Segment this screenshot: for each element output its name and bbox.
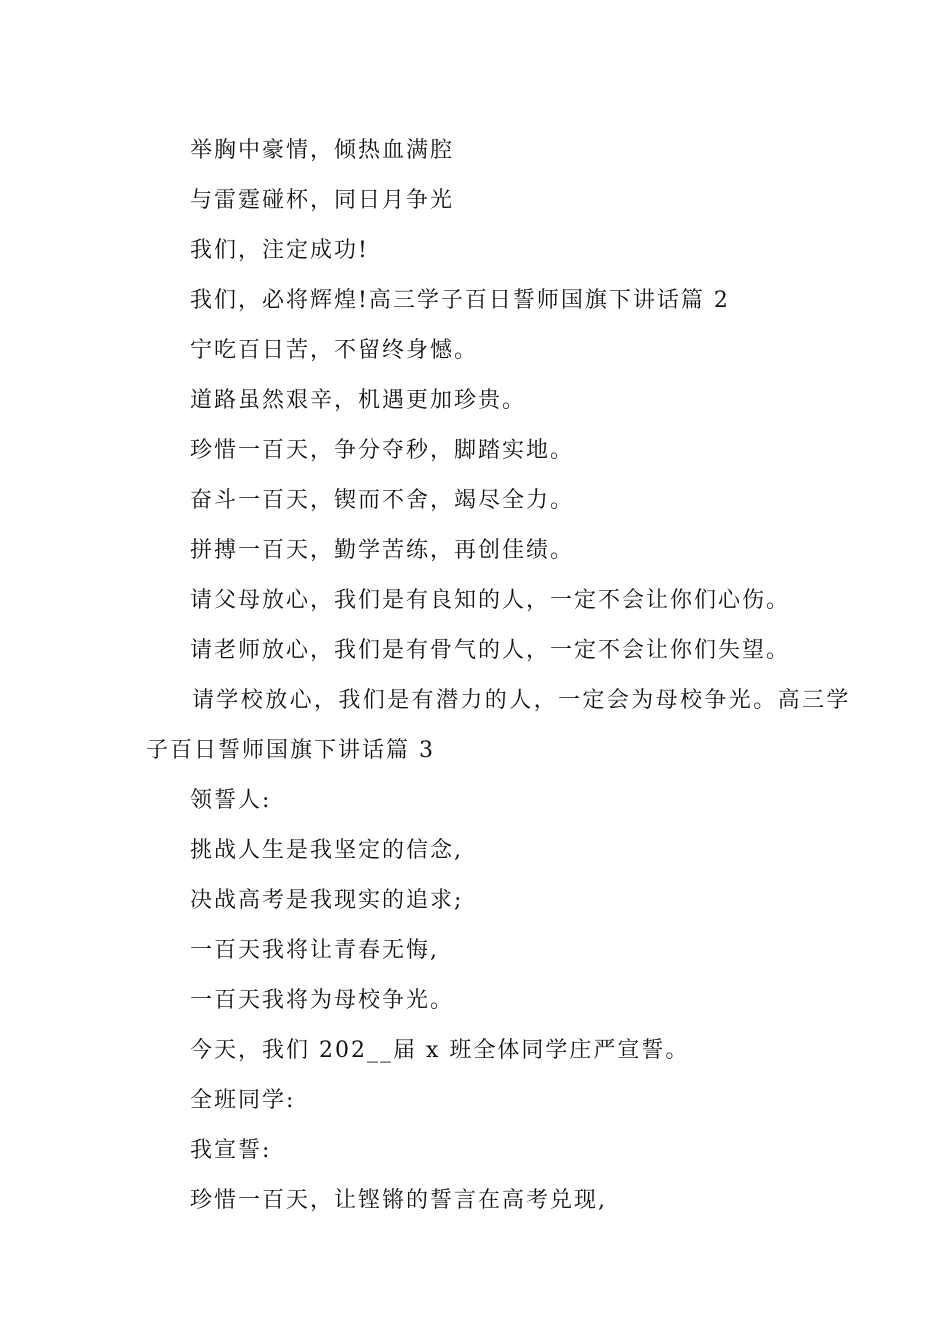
text-line: 决战高考是我现实的追求; [190,888,464,913]
text-line: 一百天我将让青春无悔, [190,938,439,963]
text-line: 道路虽然艰辛，机遇更加珍贵。 [190,388,527,413]
text-line: 珍惜一百天，争分夺秒，脚踏实地。 [190,438,575,463]
text-line: 领誓人: [190,788,272,813]
text-line: 我宣誓: [190,1138,272,1163]
text-line: 珍惜一百天，让铿锵的誓言在高考兑现, [190,1188,607,1213]
text-line: 与雷霆碰杯，同日月争光 [190,188,455,213]
text-line: 宁吃百日苦，不留终身憾。 [190,338,479,363]
text-line: 子百日誓师国旗下讲话篇 3 [146,738,435,763]
text-line: 一百天我将为母校争光。 [190,988,455,1013]
text-line: 请老师放心，我们是有骨气的人，一定不会让你们失望。 [190,638,791,663]
text-line: 奋斗一百天，锲而不舍，竭尽全力。 [190,488,575,513]
text-line: 请学校放心，我们是有潜力的人，一定会为母校争光。高三学 [192,688,851,713]
text-line: 今天，我们 202__届 x 班全体同学庄严宣誓。 [190,1038,690,1063]
text-line: 挑战人生是我坚定的信念, [190,838,463,863]
text-line: 全班同学: [190,1088,296,1113]
text-line: 我们，必将辉煌!高三学子百日誓师国旗下讲话篇 2 [190,288,730,313]
text-line: 拼搏一百天，勤学苦练，再创佳绩。 [190,538,575,563]
text-line: 举胸中豪情，倾热血满腔 [190,138,455,163]
text-line: 请父母放心，我们是有良知的人，一定不会让你们心伤。 [190,588,791,613]
text-line: 我们，注定成功! [190,238,369,263]
